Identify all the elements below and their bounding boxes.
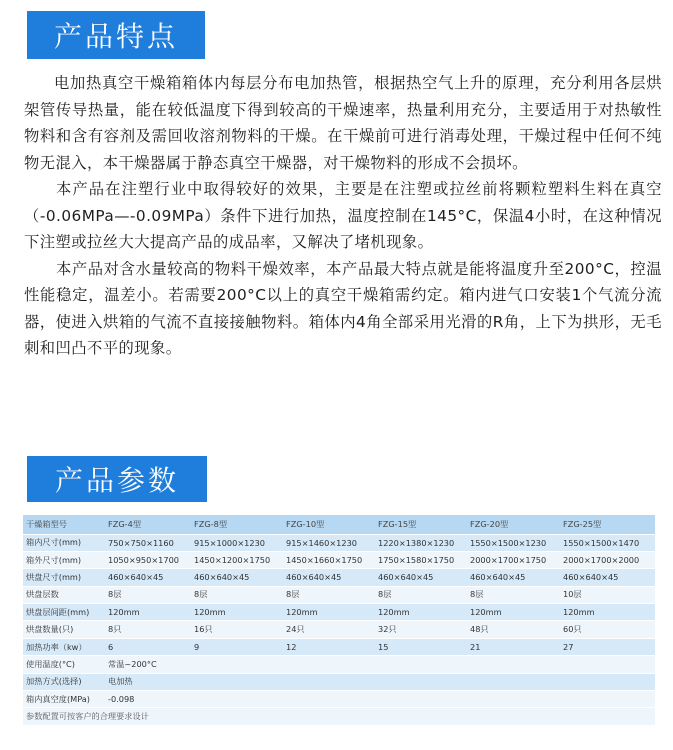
table-cell: 460×640×45 (191, 569, 283, 586)
table-cell: 120mm (105, 604, 191, 621)
table-cell: 2000×1700×1750 (467, 551, 560, 568)
table-cell: 120mm (467, 604, 560, 621)
table-cell (467, 673, 560, 690)
table-cell: 915×1000×1230 (191, 534, 283, 551)
table-cell (283, 691, 375, 708)
feature-paragraph: 电加热真空干燥箱箱体内每层分布电加热管，根据热空气上升的原理，充分利用各层烘架管传导热量，能在较低温度下得到较高的干燥速率，热量利用充分，主要适用于对热敏性物料和含有容剂及需回收溶剂物料的干燥。在干燥前可进行消毒处理，干燥过程中任何不纯物无混入，本干燥器属于静态真空干燥器，对干燥物料的形成不会损坏。 (24, 74, 662, 172)
table-cell (191, 691, 283, 708)
feature-paragraph: 本产品对含水量较高的物料干燥效率，本产品最大特点就是能将温度升至200°C，控温性能稳定，温差小。若需要200°C以上的真空干燥箱需约定。箱内进气口安装1个气流分流器，使进入烘箱的气流不直接接触物料。箱体内4角全部采用光滑的R角，上下为拱形，无毛刺和凹凸不平的现象。 (24, 259, 662, 357)
table-cell: 15 (375, 638, 467, 655)
table-row (23, 638, 655, 655)
table-cell: 12 (283, 638, 375, 655)
table-cell (191, 673, 283, 690)
table-cell: 16只 (191, 621, 283, 638)
table-cell: 120mm (191, 604, 283, 621)
table-cell: 1550×1500×1470 (560, 534, 655, 551)
table-cell: 460×640×45 (375, 569, 467, 586)
table-cell: 120mm (375, 604, 467, 621)
table-row (23, 569, 655, 586)
table-cell: 2000×1700×2000 (560, 551, 655, 568)
row-label-cell: 烘盘数量(只) (23, 621, 105, 638)
table-cell: 8层 (105, 586, 191, 603)
table-cell: 1550×1500×1230 (467, 534, 560, 551)
table-cell (283, 656, 375, 673)
table-cell: FZG-25型 (560, 515, 655, 534)
table-row (23, 586, 655, 603)
table-cell: 21 (467, 638, 560, 655)
table-cell: 8层 (283, 586, 375, 603)
table-cell: FZG-8型 (191, 515, 283, 534)
table-cell: 8层 (191, 586, 283, 603)
table-cell: 27 (560, 638, 655, 655)
table-cell: 460×640×45 (467, 569, 560, 586)
table-cell: FZG-4型 (105, 515, 191, 534)
table-cell: FZG-15型 (375, 515, 467, 534)
table-cell: 1750×1580×1750 (375, 551, 467, 568)
table-cell (191, 656, 283, 673)
params-section-title: 产品参数 (27, 456, 207, 502)
table-cell: 1450×1200×1750 (191, 551, 283, 568)
table-cell: 电加热 (105, 673, 191, 690)
table-cell: 460×640×45 (283, 569, 375, 586)
table-cell: 32只 (375, 621, 467, 638)
table-cell: FZG-10型 (283, 515, 375, 534)
table-cell (560, 673, 655, 690)
row-label-cell: 烘盘层数 (23, 586, 105, 603)
features-section-title: 产品特点 (27, 11, 205, 59)
table-row (23, 691, 655, 708)
table-cell (560, 691, 655, 708)
table-cell: 120mm (560, 604, 655, 621)
row-label-cell: 烘盘层间距(mm) (23, 604, 105, 621)
feature-paragraph: 本产品在注塑行业中取得较好的效果，主要是在注塑或拉丝前将颗粒塑料生料在真空（-0.06MPa—-0.09MPa）条件下进行加热，温度控制在145°C，保温4小时，在这种情况下注塑或拉丝大大提高产品的成品率，又解决了堵机现象。 (24, 180, 662, 251)
table-cell: 1450×1660×1750 (283, 551, 375, 568)
table-row (23, 534, 655, 551)
params-table (23, 515, 655, 725)
row-label-cell: 加热功率（kw） (23, 638, 105, 655)
table-cell: 1220×1380×1230 (375, 534, 467, 551)
table-note: 参数配置可按客户的合理要求设计 (23, 708, 655, 725)
table-row (23, 673, 655, 690)
table-row (23, 551, 655, 568)
table-row (23, 656, 655, 673)
row-label-cell: 箱外尺寸(mm) (23, 551, 105, 568)
table-cell: FZG-20型 (467, 515, 560, 534)
table-cell: 60只 (560, 621, 655, 638)
table-cell: 9 (191, 638, 283, 655)
table-cell: 460×640×45 (105, 569, 191, 586)
row-label-cell: 干燥箱型号 (23, 515, 105, 534)
table-cell (375, 673, 467, 690)
features-text (24, 70, 662, 362)
table-cell: 8层 (375, 586, 467, 603)
table-cell: 6 (105, 638, 191, 655)
table-header-row (23, 515, 655, 534)
table-cell: 10层 (560, 586, 655, 603)
row-label-cell: 烘盘尺寸(mm) (23, 569, 105, 586)
table-cell (560, 656, 655, 673)
row-label-cell: 箱内真空度(MPa) (23, 691, 105, 708)
table-cell: 常温~200°C (105, 656, 191, 673)
table-cell: 8只 (105, 621, 191, 638)
table-cell (467, 691, 560, 708)
row-label-cell: 使用温度(°C) (23, 656, 105, 673)
row-label-cell: 箱内尺寸(mm) (23, 534, 105, 551)
row-label-cell: 加热方式(选择) (23, 673, 105, 690)
table-cell: 1050×950×1700 (105, 551, 191, 568)
table-cell (375, 691, 467, 708)
table-cell: 120mm (283, 604, 375, 621)
table-cell: 915×1460×1230 (283, 534, 375, 551)
table-cell: 8层 (467, 586, 560, 603)
table-row (23, 604, 655, 621)
table-cell (467, 656, 560, 673)
table-row (23, 621, 655, 638)
table-cell: 750×750×1160 (105, 534, 191, 551)
table-cell (283, 673, 375, 690)
table-cell (375, 656, 467, 673)
table-cell: 460×640×45 (560, 569, 655, 586)
table-cell: 24只 (283, 621, 375, 638)
table-cell: 48只 (467, 621, 560, 638)
table-cell: -0.098 (105, 691, 191, 708)
